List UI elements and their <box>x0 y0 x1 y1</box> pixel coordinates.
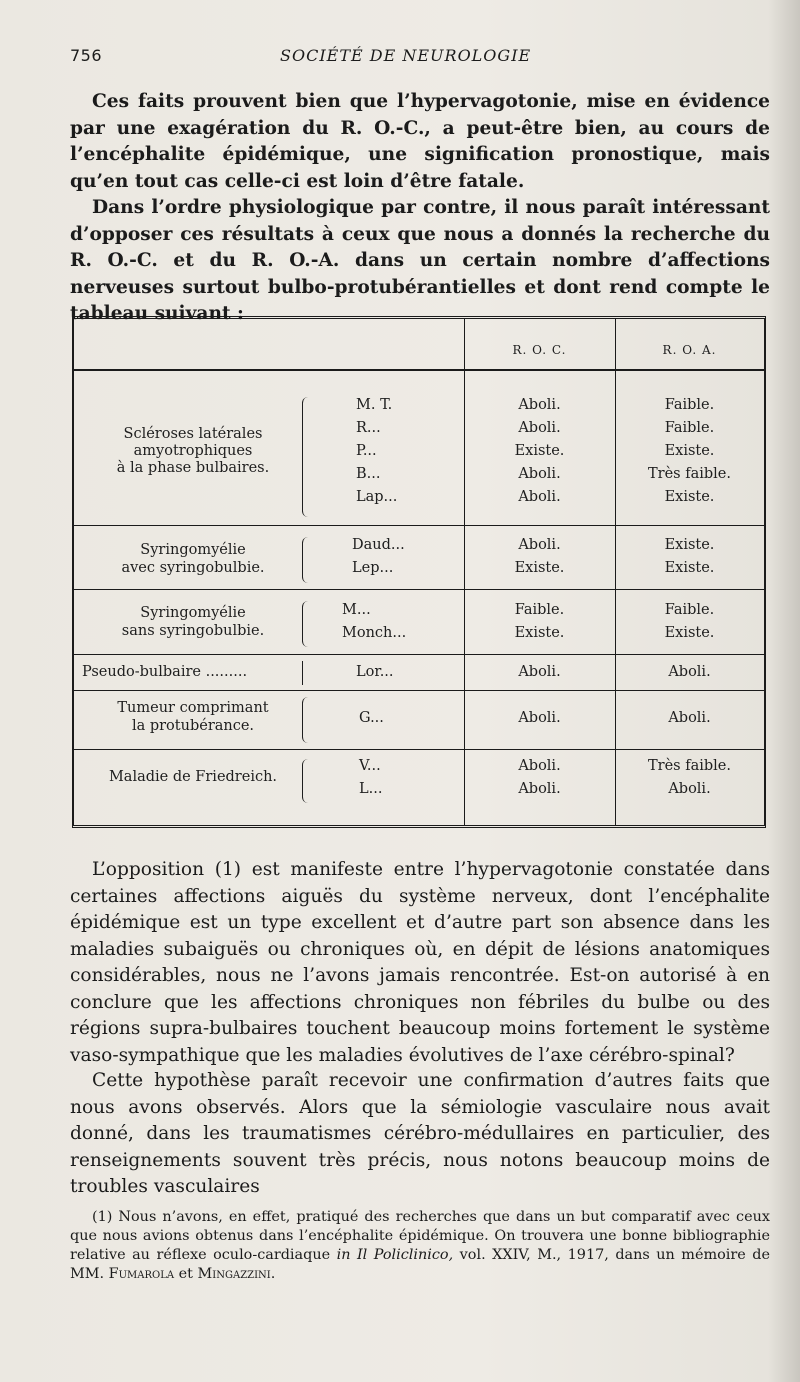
roc-value: Existe. <box>514 560 565 576</box>
patient: R... <box>356 420 381 436</box>
roc-value: Aboli. <box>518 397 561 413</box>
footnote-text: vol. XXIV, M., 1917, dans un mémoire de MM. <box>70 1247 770 1282</box>
footnote-citation: in Il Policlinico, <box>336 1247 454 1263</box>
footnote-text: . <box>270 1266 276 1282</box>
roc-value: Aboli. <box>518 420 561 436</box>
roa-value: Très faible. <box>648 758 731 774</box>
header-rule <box>74 369 764 371</box>
brace <box>302 697 309 743</box>
roc-values <box>464 534 615 580</box>
patient: L... <box>359 781 383 797</box>
journal-title: SOCIÉTÉ DE NEUROLOGIE <box>280 46 532 65</box>
roc-value: Aboli. <box>518 710 561 726</box>
roa-value: Existe. <box>664 489 715 505</box>
roa-values <box>615 599 764 645</box>
patient: P... <box>356 443 377 459</box>
disease-text: amyotrophiques <box>133 443 253 459</box>
roc-values <box>464 599 615 645</box>
disease-text: Scléroses latérales <box>123 426 263 442</box>
results-table <box>72 316 766 828</box>
paragraph-2: Dans l’ordre physiologique par contre, il nous paraît intéressant d’opposer ces résultats à ceux que nous a donnés la recherche du R. O.-C. et du R. O.-A. dans un certain nombre d’affections nerveuses surtout bulbo-protubérantielles et dont rend compte le tableau suivant : <box>70 197 770 324</box>
row-rule <box>74 589 764 590</box>
brace <box>302 397 309 517</box>
patient: B... <box>356 466 381 482</box>
roc-value: Aboli. <box>518 664 561 680</box>
disease-text: à la phase bulbaires. <box>116 460 270 476</box>
patient: M. T. <box>356 397 393 413</box>
roc-value: Aboli. <box>518 489 561 505</box>
patient: Lor... <box>356 664 394 680</box>
patient: G... <box>359 710 384 726</box>
patient-list <box>352 534 462 580</box>
disease-label <box>88 426 298 477</box>
disease-text: Tumeur comprimant <box>117 700 269 716</box>
page-number: 756 <box>70 46 103 65</box>
running-head <box>70 46 730 74</box>
roa-values <box>615 755 764 801</box>
disease-text: avec syringobulbie. <box>121 560 265 576</box>
brace <box>302 537 309 583</box>
roa-value: Très faible. <box>648 466 731 482</box>
roa-value: Aboli. <box>668 710 711 726</box>
roc-value: Aboli. <box>518 466 561 482</box>
roc-value: Aboli. <box>518 537 561 553</box>
patient: Daud... <box>352 537 405 553</box>
disease-label <box>88 604 298 640</box>
disease-label: Pseudo-bulbaire ......... <box>82 664 248 680</box>
roc-value: Aboli. <box>518 758 561 774</box>
roa-value: Faible. <box>664 602 715 618</box>
roa-value: Existe. <box>664 443 715 459</box>
brace <box>302 601 309 647</box>
row-rule <box>74 749 764 750</box>
disease-text: la protubérance. <box>131 718 255 734</box>
roa-value: Existe. <box>664 537 715 553</box>
disease-text: sans syringobulbie. <box>121 623 265 639</box>
roa-value: Aboli. <box>668 664 711 680</box>
paragraph-1: Ces faits prouvent bien que l’hypervagotonie, mise en évidence par une exagération du R. O.-C., a peut-être bien, au cours de l’encéphalite épidémique, une signification pronostique, mais qu’en tout cas celle-ci est loin d’être fatale. <box>70 91 770 192</box>
roc-values <box>464 755 615 801</box>
roa-value: Existe. <box>664 625 715 641</box>
roc-value: Aboli. <box>518 781 561 797</box>
patient-list <box>356 394 456 509</box>
brace <box>302 661 309 685</box>
footnote-author: Mingazzini <box>197 1266 271 1282</box>
patient: M... <box>342 602 371 618</box>
disease-label <box>88 699 298 735</box>
row-rule <box>74 690 764 691</box>
disease-text: Syringomyélie <box>140 542 246 558</box>
patient: Monch... <box>342 625 407 641</box>
footnote-author: Fumarola <box>108 1266 175 1282</box>
roa-values <box>615 534 764 580</box>
roa-value: Faible. <box>664 397 715 413</box>
patient-list <box>342 599 462 645</box>
disease-label <box>88 541 298 577</box>
roc-value: Existe. <box>514 443 565 459</box>
roc-value: Faible. <box>514 602 565 618</box>
roa-value: Faible. <box>664 420 715 436</box>
roa-value: Existe. <box>664 560 715 576</box>
patient: V... <box>359 758 381 774</box>
roc-value: Existe. <box>514 625 565 641</box>
footnote <box>70 1208 770 1284</box>
roc-values <box>464 394 615 509</box>
row-rule <box>74 654 764 655</box>
roa-value: Aboli. <box>668 781 711 797</box>
header-roa: R. O. A. <box>662 343 717 357</box>
footnote-text: (1) Nous n’avons, en effet, pratiqué des recherches que dans un but comparatif avec ceux que nous avions obtenus dans l’encéphalite épidémique. On trouvera une bonne bibliographie relative au réflexe oculo-cardiaque <box>70 1209 770 1263</box>
patient: Lap... <box>356 489 398 505</box>
brace <box>302 759 309 803</box>
paragraph-3: L’opposition (1) est manifeste entre l’hypervagotonie constatée dans certaines affections aiguës du système nerveux, dont l’encéphalite épidémique est un type excellent et d’autre part son absence dans les maladies subaiguës ou chroniques où, en dépit de lésions anatomiques considérables, nous ne l’avons jamais rencontrée. Est-on autorisé à en conclure que les affections chroniques non fébriles du bulbe ou des régions supra-bulbaires touchent beaucoup moins fortement le système vaso-sympathique que les maladies évolutives de l’axe cérébro-spinal? <box>70 859 770 1066</box>
patient: Lep... <box>352 560 394 576</box>
disease-label: Maladie de Friedreich. <box>108 769 278 785</box>
header-roc: R. O. C. <box>512 343 567 357</box>
paragraph-4: Cette hypothèse paraît recevoir une confirmation d’autres faits que nous avons observés. Alors que la sémiologie vasculaire nous avait donné, dans les traumatismes cérébro-médullaires en particulier, des renseignements souvent très précis, nous notons beaucoup moins de troubles vasculaires <box>70 1070 770 1197</box>
footnote-text: et <box>174 1266 198 1282</box>
disease-text: Syringomyélie <box>140 605 246 621</box>
row-rule <box>74 525 764 526</box>
roa-values <box>615 394 764 509</box>
patient-list <box>359 755 459 801</box>
